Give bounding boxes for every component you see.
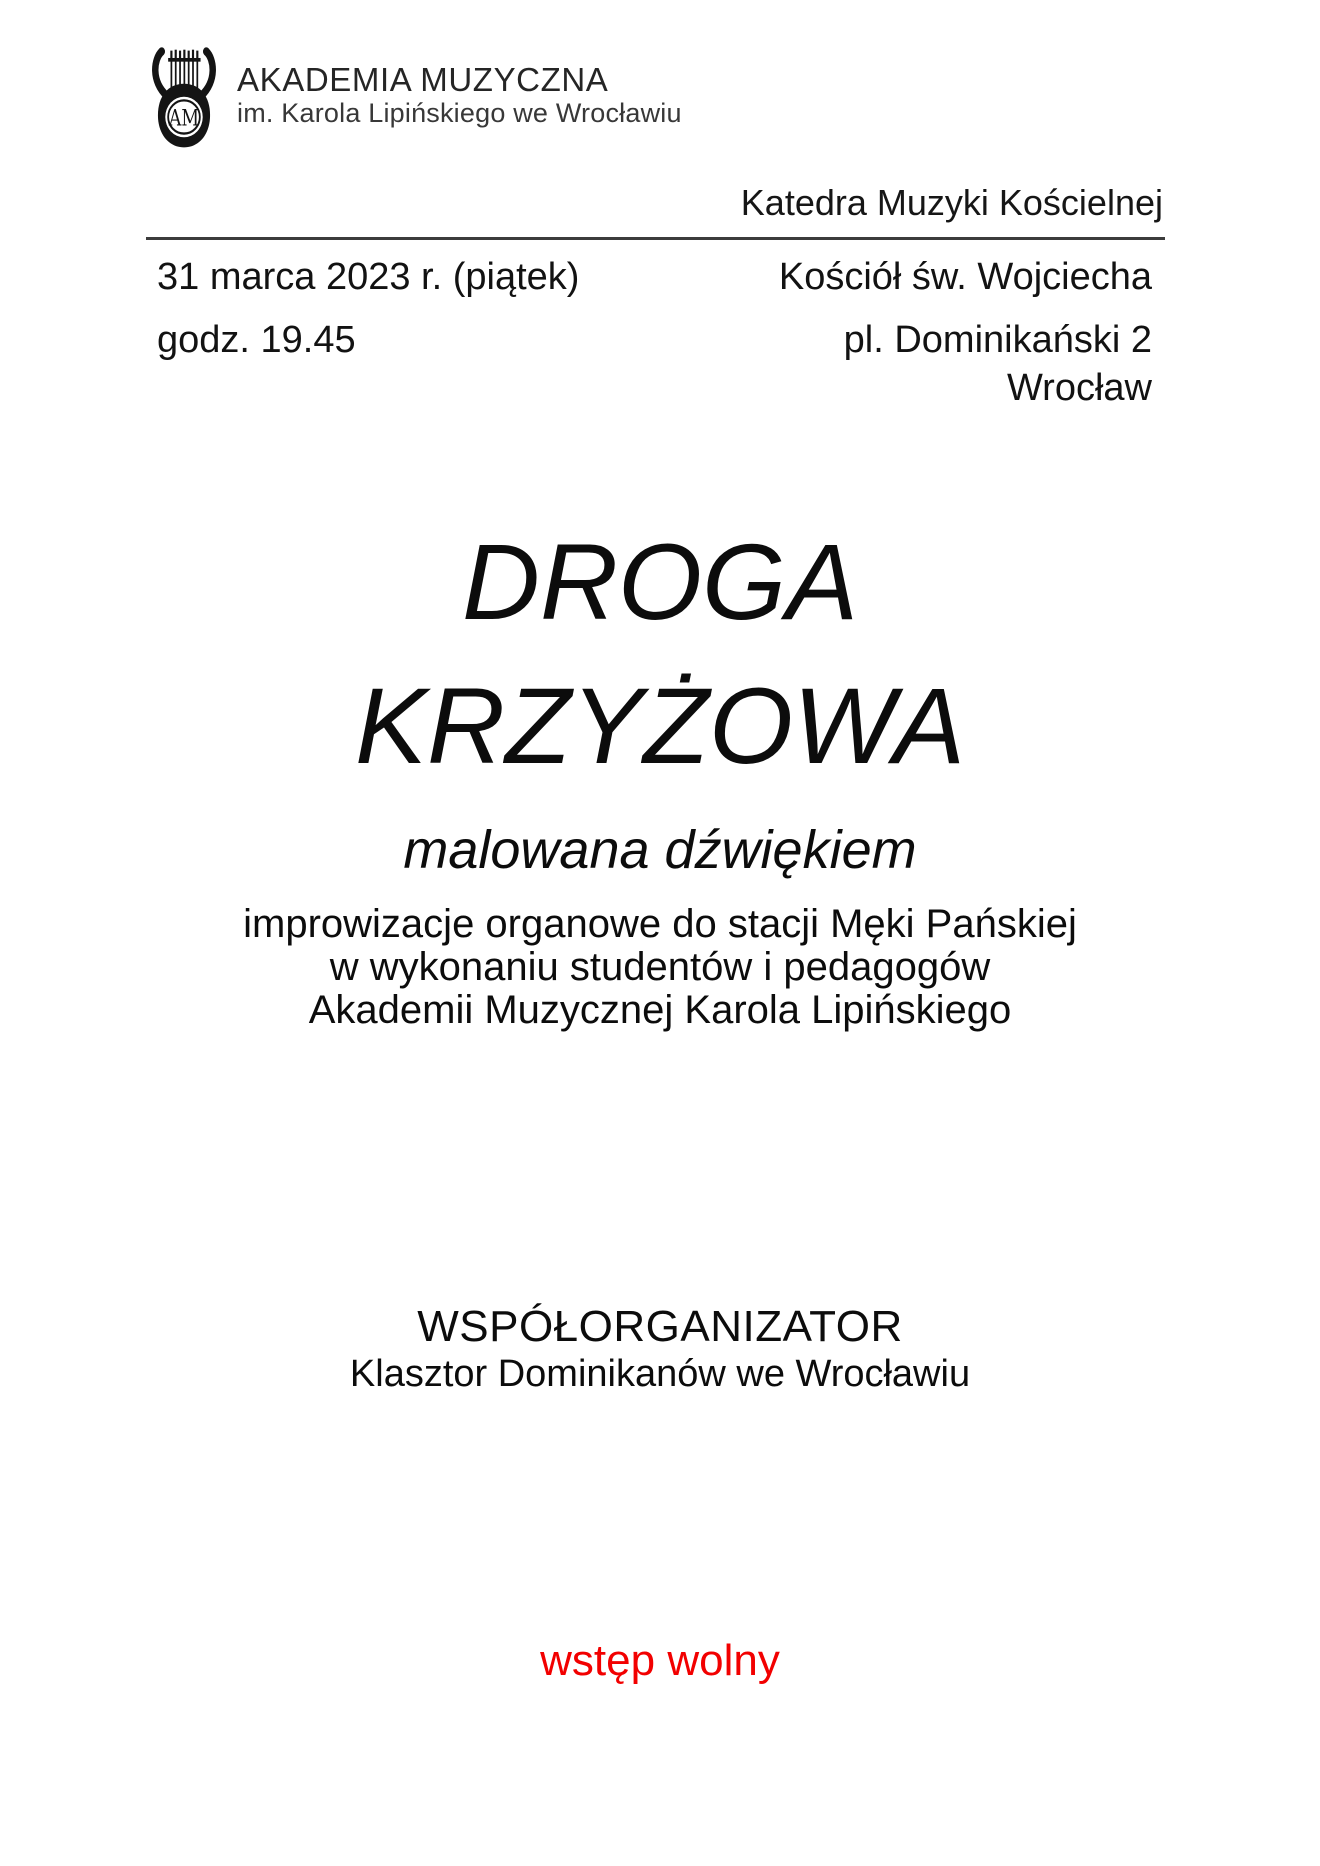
event-time: godz. 19.45 [157, 319, 356, 361]
event-subtitle: malowana dźwiękiem [403, 820, 917, 880]
header-divider [146, 237, 1165, 240]
description-line: Akademii Muzycznej Karola Lipińskiego [308, 988, 1012, 1032]
lyre-icon [148, 46, 220, 152]
event-address: pl. Dominikański 2 [843, 319, 1152, 361]
event-datetime [157, 256, 579, 362]
description-line: w wykonaniu studentów i pedagogów [329, 945, 991, 989]
logo-academy-name: AKADEMIA MUZYCZNA [237, 61, 609, 98]
logo-wordmark [237, 62, 682, 129]
event-title-line1: DROGA [461, 521, 859, 642]
coorganizer-name: Klasztor Dominikanów we Wrocławiu [349, 1353, 971, 1395]
admission-note: wstęp wolny [540, 1636, 780, 1685]
event-city: Wrocław [1007, 367, 1152, 409]
event-date: 31 marca 2023 r. (piątek) [157, 256, 580, 298]
coorganizer-heading: WSPÓŁORGANIZATOR [417, 1302, 903, 1351]
event-description [0, 903, 1320, 1032]
logo-academy-subname: im. Karola Lipińskiego we Wrocławiu [237, 98, 682, 128]
department-name: Katedra Muzyki Kościelnej [740, 182, 1163, 223]
description-line: improwizacje organowe do stacji Męki Pańskiej [243, 902, 1077, 946]
event-location [779, 256, 1152, 410]
event-venue: Kościół św. Wojciecha [778, 256, 1152, 298]
logo-monogram: AM [168, 105, 200, 131]
event-title-line2: KRZYŻOWA [354, 665, 966, 786]
